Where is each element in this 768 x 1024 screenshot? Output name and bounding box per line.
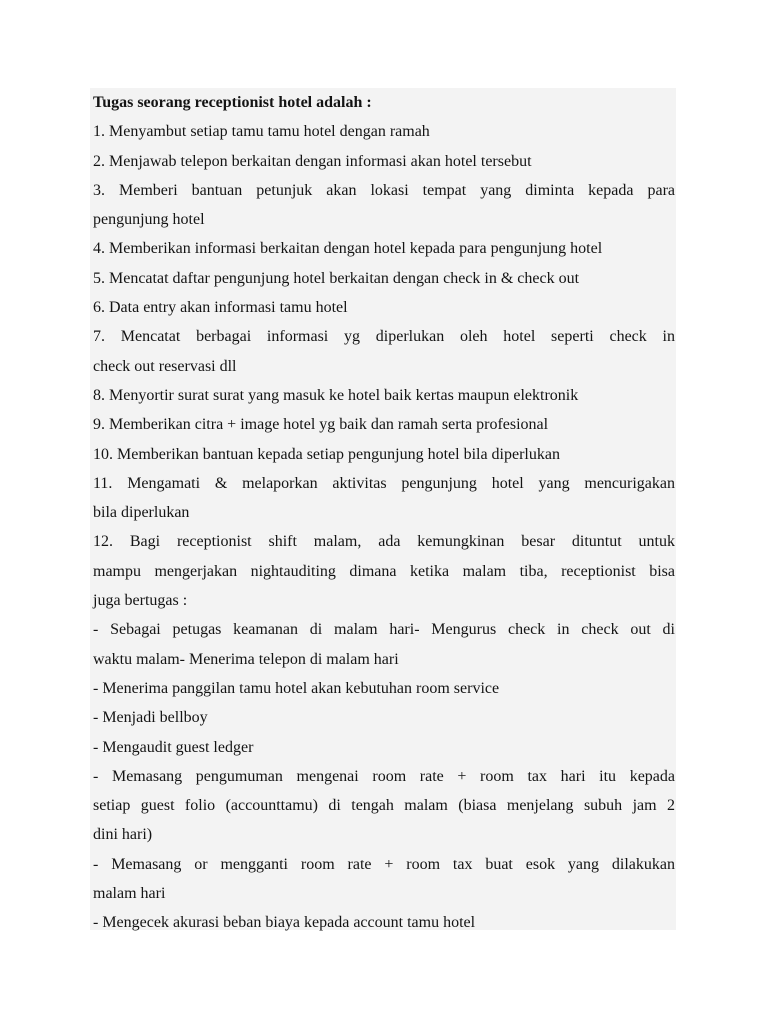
text-line: 12. Bagi receptionist shift malam, ada kemungkinan besar dituntut untuk — [93, 533, 675, 551]
text-line: 2. Menjawab telepon berkaitan dengan informasi akan hotel tersebut — [93, 152, 532, 170]
text-line: check out reservasi dll — [93, 357, 237, 375]
text-line: - Mengaudit guest ledger — [93, 738, 254, 756]
text-line: 7. Mencatat berbagai informasi yg diperlukan oleh hotel seperti check in — [93, 328, 675, 346]
document-page — [90, 88, 676, 930]
text-line: 9. Memberikan citra + image hotel yg baik dan ramah serta profesional — [93, 416, 549, 434]
text-line: - Memasang or mengganti room rate + room tax buat esok yang dilakukan — [93, 855, 675, 873]
text-line: - Sebagai petugas keamanan di malam hari- Mengurus check in check out di — [93, 621, 675, 639]
text-line: bila diperlukan — [93, 504, 190, 522]
text-line: 4. Memberikan informasi berkaitan dengan hotel kepada para pengunjung hotel — [93, 240, 603, 258]
text-line: dini hari) — [93, 826, 153, 844]
text-line: 11. Mengamati & melaporkan aktivitas pengunjung hotel yang mencurigakan — [93, 474, 675, 492]
document-title: Tugas seorang receptionist hotel adalah : — [93, 94, 372, 111]
text-line: mampu mengerjakan nightauditing dimana ketika malam tiba, receptionist bisa — [93, 562, 675, 580]
text-line: - Memasang pengumuman mengenai room rate + room tax hari itu kepada — [93, 767, 675, 785]
text-line: setiap guest folio (accounttamu) di tengah malam (biasa menjelang subuh jam 2 — [93, 797, 675, 815]
text-line: 8. Menyortir surat surat yang masuk ke hotel baik kertas maupun elektronik — [93, 386, 579, 404]
text-line: 6. Data entry akan informasi tamu hotel — [93, 299, 348, 317]
text-line: pengunjung hotel — [93, 211, 205, 229]
document-body — [93, 88, 675, 938]
text-line: 3. Memberi bantuan petunjuk akan lokasi tempat yang diminta kepada para — [93, 181, 675, 199]
text-line: waktu malam- Menerima telepon di malam hari — [93, 650, 399, 668]
text-line: 1. Menyambut setiap tamu tamu hotel dengan ramah — [93, 123, 430, 141]
text-line: juga bertugas : — [93, 592, 188, 610]
text-line: - Mengecek akurasi beban biaya kepada account tamu hotel — [93, 914, 476, 932]
text-line: - Menjadi bellboy — [93, 709, 208, 727]
text-line: 10. Memberikan bantuan kepada setiap pengunjung hotel bila diperlukan — [93, 445, 560, 463]
text-line: malam hari — [93, 885, 166, 903]
text-line: 5. Mencatat daftar pengunjung hotel berkaitan dengan check in & check out — [93, 269, 580, 287]
text-line: - Menerima panggilan tamu hotel akan kebutuhan room service — [93, 679, 500, 697]
